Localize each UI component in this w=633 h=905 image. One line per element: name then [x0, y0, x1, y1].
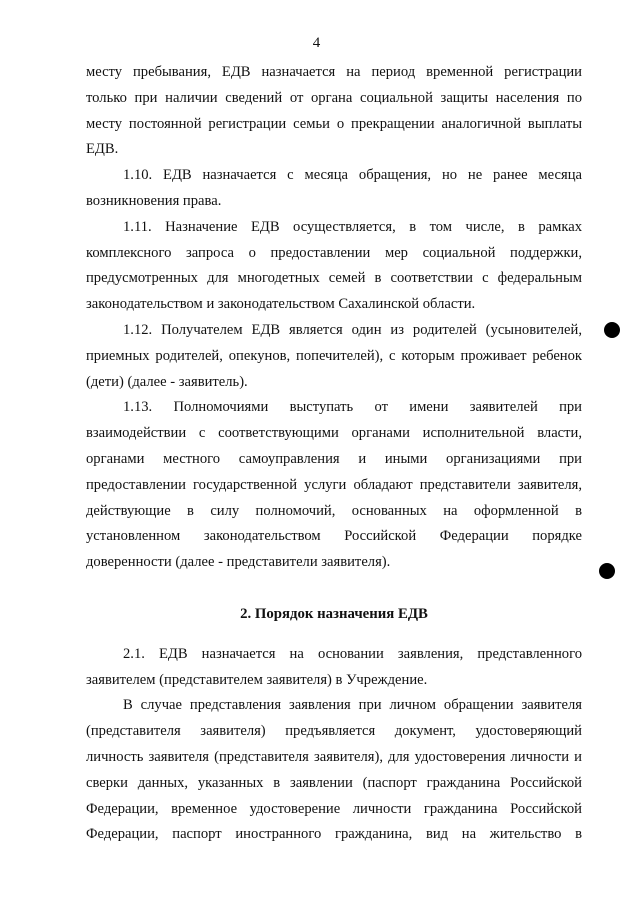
text-line: месту пребывания, ЕДВ назначается на период временной регистрации	[86, 64, 582, 80]
paragraph-2-1	[86, 642, 582, 694]
text-line: предусмотренных для многодетных семей в соответствии с федеральным	[86, 270, 582, 287]
text-line: личность заявителя (представителя заявителя), для удостоверения личности и	[86, 748, 582, 765]
text-line: (дети) (далее - заявитель).	[86, 373, 248, 390]
text-line: комплексного запроса о предоставлении мер социальной поддержки,	[86, 244, 582, 261]
text-line: приемных родителей, опекунов, попечителей), с которым проживает ребенок	[86, 347, 582, 364]
text-line: 1.10. ЕДВ назначается с месяца обращения, но не ранее месяца	[123, 167, 582, 184]
text-line: 1.13. Полномочиями выступать от имени заявителей при	[123, 399, 582, 416]
punch-hole-mark	[599, 563, 615, 579]
spacer	[86, 576, 582, 602]
text-line: 1.12. Получателем ЕДВ является один из родителей (усыновителей,	[123, 321, 582, 338]
paragraph-1-12	[86, 318, 582, 395]
paragraph-1-11	[86, 215, 582, 318]
text-line: Федерации, временное удостоверение личности гражданина Российской	[86, 800, 582, 817]
paragraph-continuation	[86, 60, 582, 163]
text-line: установленном законодательством Российской Федерации порядке	[86, 528, 582, 545]
text-line: (представителя заявителя) предъявляется документ, удостоверяющий	[86, 723, 582, 740]
text-line: действующие в силу полномочий, основанных на оформленной в	[86, 502, 582, 519]
text-line: 1.11. Назначение ЕДВ осуществляется, в том числе, в рамках	[123, 218, 582, 235]
paragraph-1-10	[86, 163, 582, 215]
spacer	[86, 628, 582, 642]
text-line: Федерации, паспорт иностранного гражданина, вид на жительство в	[86, 826, 582, 843]
text-line: доверенности (далее - представители заявителя).	[86, 554, 391, 571]
document-body	[86, 60, 582, 848]
text-line: только при наличии сведений от органа социальной защиты населения по	[86, 89, 582, 106]
page-number: 4	[312, 35, 321, 51]
text-line: предоставлении государственной услуги обладают представители заявителя,	[86, 476, 582, 493]
text-line: взаимодействии с соответствующими органами исполнительной власти,	[86, 425, 582, 442]
text-line: месту постоянной регистрации семьи о прекращении аналогичной выплаты	[86, 115, 582, 132]
text-line: В случае представления заявления при личном обращении заявителя	[123, 697, 582, 714]
text-line: законодательством и законодательством Сахалинской области.	[86, 296, 476, 313]
text-line: 2.1. ЕДВ назначается на основании заявления, представленного	[123, 645, 582, 662]
text-line: сверки данных, указанных в заявлении (паспорт гражданина Российской	[86, 774, 582, 791]
text-line: заявителем (представителем заявителя) в Учреждение.	[86, 671, 428, 688]
punch-hole-mark	[604, 322, 620, 338]
paragraph-1-13	[86, 395, 582, 576]
text-line: возникновения права.	[86, 192, 222, 209]
paragraph-identity-document	[86, 693, 582, 848]
text-line: органами местного самоуправления и иными организациями при	[86, 450, 582, 467]
section-heading: 2. Порядок назначения ЕДВ	[240, 605, 428, 622]
text-line: ЕДВ.	[86, 141, 119, 158]
